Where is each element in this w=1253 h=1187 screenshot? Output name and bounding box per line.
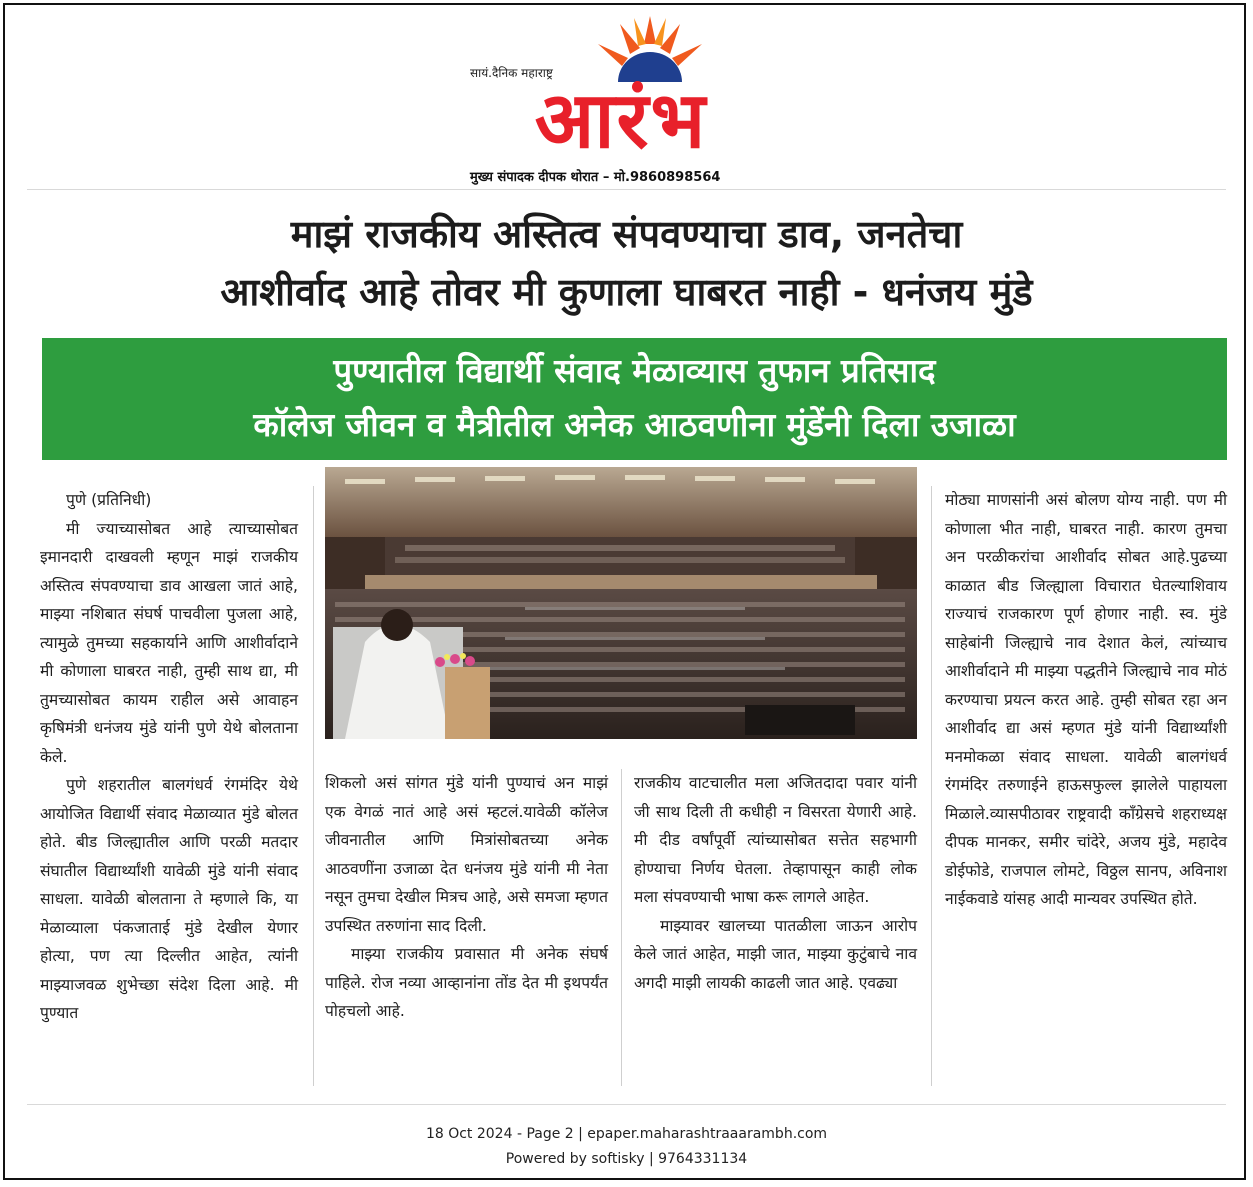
subheadline-banner xyxy=(42,338,1227,460)
article-column-1 xyxy=(40,486,298,1028)
paragraph: मोठ्या माणसांनी असं बोलण योग्य नाही. पण मी कोणाला भीत नाही, घाबरत नाही. कारण तुमचा अन परळीकरांचा आशीर्वाद सोबत आहे.पुढच्या काळात बीड जिल्ह्याला विचारात घेतल्याशिवाय राज्याचं राजकारण पूर्ण होणार नाही. स्व. मुंडे साहेबांनी जिल्ह्याचे नाव देशात केलं, त्यांच्याच आशीर्वादाने मी माझ्या पद्धतीने जिल्ह्याचे नाव मोठं करण्याचा प्रयत्न करत आहे. तुम्ही सोबत रहा अन आशीर्वाद द्या असं म्हणत मुंडे यांनी विद्यार्थ्यांशी मनमोकळा संवाद साधला. यावेळी बालगंधर्व रंगमंदिर तरुणाईने हाऊसफुल्ल झालेले पाहायला मिळाले.व्यासपीठावर राष्ट्रवादी कॉंग्रेसचे शहराध्यक्ष दीपक मानकर, समीर चांदेरे, अजय मुंडे, महादेव डोईफोडे, राजपाल लोमटे, विठ्ठल सानप, अविनाश नाईकवाडे यांसह आदी मान्यवर उपस्थित होते. xyxy=(945,491,1227,908)
column-divider xyxy=(621,769,622,1086)
paragraph: माझ्या राजकीय प्रवासात मी अनेक संघर्ष पाहिले. रोज नव्या आव्हानांना तोंड देत मी इथपर्यंत पोहचलो आहे. xyxy=(325,945,608,1020)
footer-divider xyxy=(27,1104,1226,1105)
article-column-2 xyxy=(325,769,608,1026)
masthead-brand: आरंभ xyxy=(534,76,708,166)
paragraph: राजकीय वाटचालीत मला अजितदादा पवार यांनी जी साथ दिली ती कधीही न विसरता येणारी आहे. मी दीड वर्षांपूर्वी त्यांच्यासोबत सत्तेत सहभागी होण्याचा निर्णय घेतला. तेव्हापासून काही लोक मला संपवण्याची भाषा करू लागले आहेत. xyxy=(634,774,917,906)
paragraph: शिकलो असं सांगत मुंडे यांनी पुण्याचं अन माझं एक वेगळं नातं आहे असं म्हटलं.यावेळी कॉलेज जीवनातील आणि मित्रांसोबतच्या अनेक आठवणींना उजाळा देत धनंजय मुंडे यांनी मी नेता नसून तुमचा देखील मित्रच आहे, असे समजा म्हणत उपस्थित तरुणांना साद दिली. xyxy=(325,774,608,935)
column-divider xyxy=(313,486,314,1086)
footer-date-url: 18 Oct 2024 - Page 2 | epaper.maharashtraaarambh.com xyxy=(425,1126,828,1142)
banner-line-1: पुण्यातील विद्यार्थी संवाद मेळाव्यास तुफान प्रतिसाद xyxy=(333,351,936,390)
event-photo xyxy=(325,467,917,739)
banner-line-2: कॉलेज जीवन व मैत्रीतील अनेक आठवणीना मुंडेंनी दिला उजाळा xyxy=(253,405,1016,444)
headline-line-1: माझं राजकीय अस्तित्व संपवण्याचा डाव, जनतेचा xyxy=(290,212,963,256)
paragraph: माझ्यावर खालच्या पातळीला जाऊन आरोप केले जातं आहेत, माझी जात, माझ्या कुटुंबाचे नाव अगदी माझी लायकी काढली जात आहे. एवढ्या xyxy=(634,916,917,992)
article-column-4 xyxy=(945,486,1227,914)
headline xyxy=(20,205,1233,321)
column-divider xyxy=(931,486,932,1086)
footer-powered-by: Powered by softisky | 9764331134 xyxy=(505,1151,748,1167)
masthead-editor: मुख्य संपादक दीपक थोरात – मो.9860898564 xyxy=(470,170,721,185)
sun-logo-icon xyxy=(590,14,710,84)
headline-line-2: आशीर्वाद आहे तोवर मी कुणाला घाबरत नाही - धनंजय मुंडे xyxy=(220,270,1033,314)
article-column-3 xyxy=(634,769,917,997)
paragraph: पुणे शहरातील बालगंधर्व रंगमंदिर येथे आयोजित विद्यार्थी संवाद मेळाव्यात मुंडे बोलत होते. बीड जिल्ह्यातील आणि परळी मतदार संघातील विद्यार्थ्यांशी यावेळी मुंडे यांनी संवाद साधला. यावेळी बोलताना ते म्हणाले कि, या मेळाव्याला पंकजाताई मुंडे देखील येणार होत्या, पण त्या दिल्लीत आहेत, त्यांनी माझ्याजवळ शुभेच्छा संदेश दिला आहे. मी पुण्यात xyxy=(40,776,298,1022)
dateline: पुणे (प्रतिनिधी) xyxy=(66,491,152,509)
paragraph: मी ज्याच्यासोबत आहे त्याच्यासोबत इमानदारी दाखवली म्हणून माझं राजकीय अस्तित्व संपवण्याचा डाव आखला जातं आहे, माझ्या नशिबात संघर्ष पाचवीला पुजला आहे, त्यामुळे तुमच्या सहकार्याने आणि आशीर्वादाने मी कोणाला घाबरत नाही, तुम्ही साथ द्या, मी तुमच्यासोबत कायम राहील असे आवाहन कृषिमंत्री धनंजय मुंडे यांनी पुणे येथे बोलताना केले. xyxy=(40,519,298,766)
masthead-divider xyxy=(27,189,1226,190)
masthead-tagline: सायं.दैनिक महाराष्ट्र xyxy=(470,66,553,80)
auditorium-image xyxy=(325,467,917,739)
